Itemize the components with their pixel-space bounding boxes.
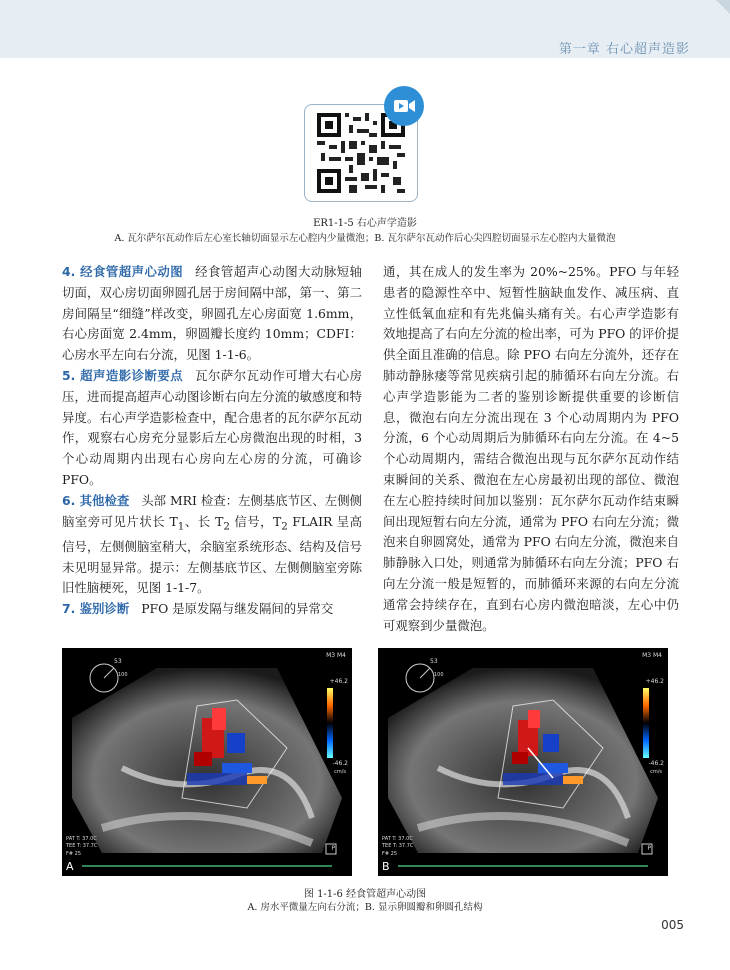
scale-top: +46.2 xyxy=(645,678,664,685)
video-camera-icon[interactable] xyxy=(384,86,424,126)
angle-readout: 53 xyxy=(114,658,122,665)
patient-temperature: PAT T: 37.0C xyxy=(382,836,413,842)
text-mri-1: 头部 MRI 检查：左侧基底节区、左侧侧脑室旁可见片状长 T xyxy=(62,492,362,529)
video-caption-sub: A. 瓦尔萨尔瓦动作后左心室长轴切面显示左心腔内少量微泡；B. 瓦尔萨尔瓦动作后心尖四腔切面显示左心腔内大量微泡 xyxy=(114,233,616,244)
scale-unit: cm/s xyxy=(650,769,662,775)
paragraph-tee xyxy=(62,262,362,366)
paragraph-contrast xyxy=(62,366,362,491)
probe-marker: P xyxy=(647,845,651,852)
paragraph-differential-cont: 通，其在成人的发生率为 20%~25%。PFO 与年轻患者的隐源性卒中、短暂性脑缺血发作、减压病、直立性低氧血症和有先兆偏头痛有关。右心声学造影有效地提高了右向左分流的检出率，可为 PFO 的评价提供全面且准确的信息。除 PFO 右向左分流外，还存在肺动静脉瘘等常见疾病引起的肺循环右向左分流。右心声学造影能为二者的鉴别诊断提供重要的诊断信息，微泡右向左分流出现在 3 个心动周期内为 PFO 分流，6 个心动周期后为肺循环右向左分流。在 4~5 个心动周期内，需结合微泡出现与瓦尔萨尔瓦动作结束瞬间的关系、微泡在左心房最初出现的部位、微泡在左心腔持续时间加以鉴别：瓦尔萨尔瓦动作结束瞬间出现短暂右向左分流，通常为 PFO 右向左分流；微泡来自卵圆窝处，通常为 PFO 右向左分流，微泡来自肺静脉入口处，则通常为肺循环右向左分流；PFO 右向左分流一般是短暂的，而肺循环来源的右向左分流通常会持续存在，直到右心房内微泡暗淡，左心中仍可观察到少量微泡。 xyxy=(383,264,679,633)
probe-temperature: TEE T: 37.7C xyxy=(382,843,414,849)
angle-unit: 100 xyxy=(434,672,444,678)
subscript-t2-flair: 2 xyxy=(281,520,288,533)
echo-panel-b xyxy=(378,648,668,876)
heading-other-exams: 6. 其他检查 xyxy=(62,492,130,508)
panel-label: A xyxy=(66,860,74,873)
heading-tee: 4. 经食管超声心动图 xyxy=(62,264,184,279)
subscript-t2: 2 xyxy=(223,520,230,533)
video-caption-title: ER1-1-5 右心声学造影 xyxy=(313,218,417,229)
angle-readout: 53 xyxy=(430,658,438,665)
scale-bottom: -46.2 xyxy=(332,760,348,767)
right-column xyxy=(383,262,679,636)
text-mri-2: 、长 T xyxy=(184,513,224,529)
left-column xyxy=(62,262,362,620)
text-tee: 经食管超声心动图大动脉短轴切面，双心房切面卵圆孔居于房间隔中部，第一、第二房间隔呈“细缝”样改变，卵圆孔左心房面宽 1.6mm，右心房面宽 2.4mm，卵圆瓣长度约 10mm；CDFI：心房水平左向右分流，见图 1-1-6。 xyxy=(62,264,362,363)
frame-number: F# 25 xyxy=(66,851,82,857)
subscript-t1: 1 xyxy=(177,520,185,533)
text-mri-3: 信号，T xyxy=(229,513,282,529)
echo-panel-a xyxy=(62,648,352,876)
page-number: 005 xyxy=(661,918,684,932)
scale-bottom: -46.2 xyxy=(648,760,664,767)
text-differential: PFO 是原发隔与继发隔间的异常交 xyxy=(141,601,334,617)
probe-marker: P xyxy=(331,845,335,852)
heading-contrast: 5. 超声造影诊断要点 xyxy=(62,367,184,383)
mode-label: M3 M4 xyxy=(642,652,662,659)
figure-caption-sub: A. 房水平微量左向右分流；B. 显示卵圆瓣和卵圆孔结构 xyxy=(247,902,483,913)
angle-unit: 100 xyxy=(118,672,128,678)
mode-label: M3 M4 xyxy=(326,652,346,659)
frame-number: F# 25 xyxy=(382,851,398,857)
text-mri-4: FLAIR 呈高信号，左侧侧脑室稍大，余脑室系统形态、结构及信号未见明显异常。提示：左侧基底节区、左侧侧脑室旁陈旧性脑梗死，见图 1-1-7。 xyxy=(62,513,363,596)
text-contrast: 瓦尔萨尔瓦动作可增大右心房压，进而提高超声心动图诊断右向左分流的敏感度和特异度。右心声学造影检查中，配合患者的瓦尔萨尔瓦动作，观察右心房充分显影后左心房微泡出现的时相，3 个心动周期内出现右心房向左心房的分流，可确诊 PFO。 xyxy=(62,367,362,487)
scale-unit: cm/s xyxy=(334,769,346,775)
page-corner xyxy=(716,0,730,14)
probe-temperature: TEE T: 37.7C xyxy=(66,843,98,849)
paragraph-differential xyxy=(62,599,362,620)
heading-differential: 7. 鉴别诊断 xyxy=(62,601,130,617)
scale-top: +46.2 xyxy=(329,678,348,685)
paragraph-other-exams xyxy=(62,491,362,599)
figure-caption-title: 图 1-1-6 经食管超声心动图 xyxy=(303,889,427,900)
chapter-header: 第一章 右心超声造影 xyxy=(558,42,690,57)
panel-label: B xyxy=(382,860,390,873)
patient-temperature: PAT T: 37.0C xyxy=(66,836,97,842)
